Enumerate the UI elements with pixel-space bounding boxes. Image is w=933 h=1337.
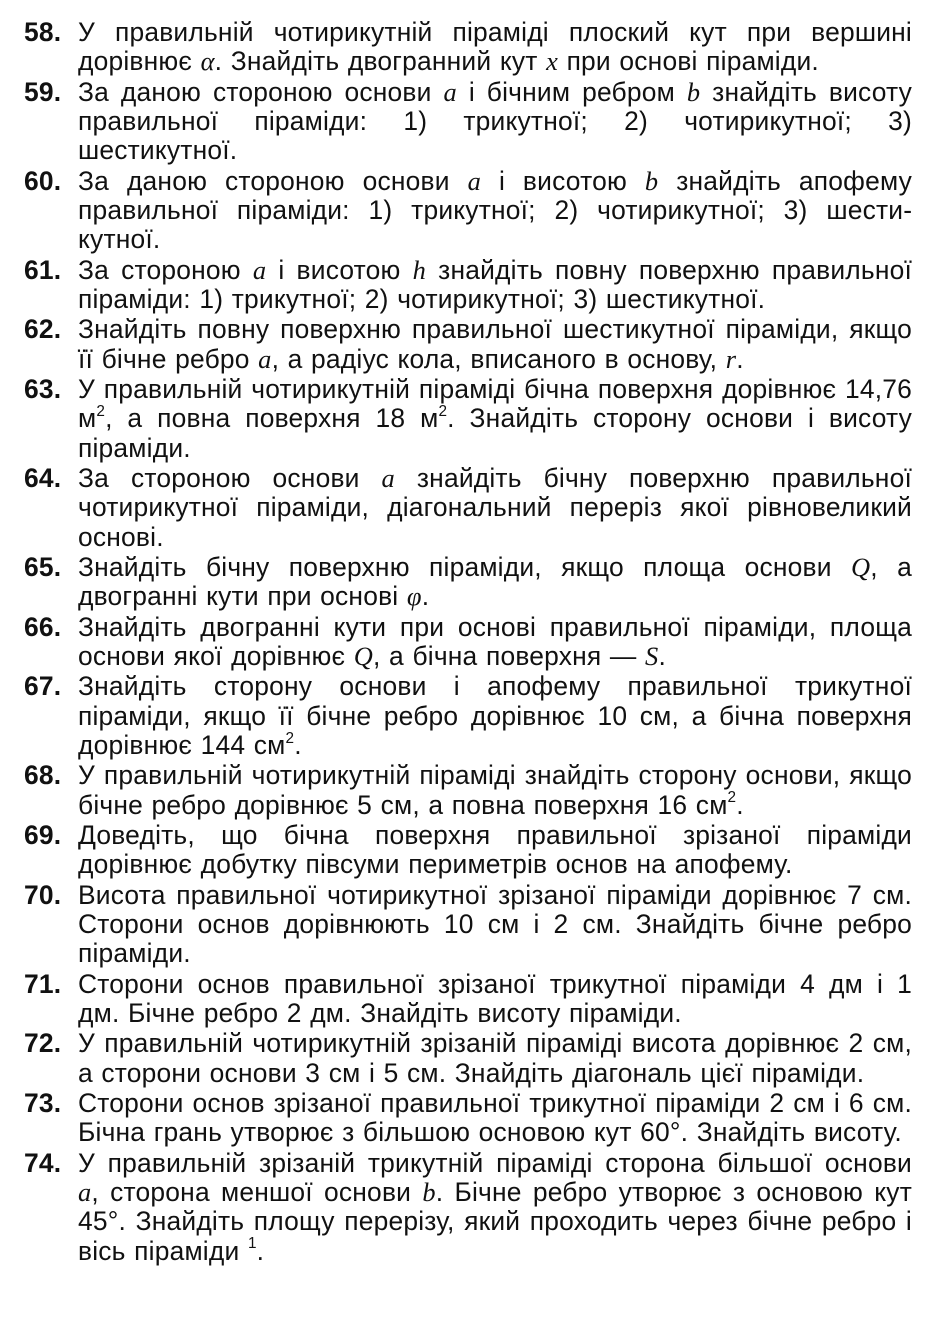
problem-number: 70. bbox=[24, 879, 62, 910]
problem-text: Знайдіть сторону основи і апофему правильної трикутної піраміди, якщо її бічне ребро дорівнює 10 см, а бічна поверхня дорівнює 144 $см^2$. bbox=[78, 671, 912, 760]
problem-58 bbox=[24, 18, 912, 77]
problem-number: 68. bbox=[24, 760, 62, 791]
problem-number: 59. bbox=[24, 76, 62, 107]
problem-text: У правильній чотирикутній піраміді знайдіть сторону основи, якщо бічне ребро дорівнює 5 см, а повна поверхня 16 $см^2$. bbox=[78, 760, 912, 820]
problem-60 bbox=[24, 167, 912, 255]
problem-number: 73. bbox=[24, 1088, 62, 1119]
problem-text: Знайдіть бічну поверхню піраміди, якщо площа основи Q, а двогранні кути при основі φ. bbox=[78, 552, 912, 612]
problem-number: 65. bbox=[24, 552, 62, 582]
problem-number: 71. bbox=[24, 968, 62, 999]
problem-text: У правильній чотирикутній зрізаній піраміді висота дорівнює 2 см, а сторони основи 3 см і 5 см. Знайдіть діагональ цієї піраміди. bbox=[78, 1028, 912, 1088]
problem-number: 66. bbox=[24, 611, 62, 642]
problem-68 bbox=[24, 761, 912, 820]
problem-text: Знайдіть повну поверхню правильної шестикутної піраміди, якщо її бічне ребро a, а радіус кола, вписаного в основу, r. bbox=[78, 314, 912, 374]
problem-text: За даною стороною основи a і бічним ребром b знайдіть висоту правильної піраміди: 1) трикутної; 2) чотирикутної; 3) шестикутної. bbox=[78, 76, 913, 166]
problem-text: Знайдіть двогранні кути при основі правильної піраміди, площа основи якої дорівнює Q, а бічна поверхня — S. bbox=[78, 611, 912, 671]
problem-text: Висота правильної чотирикутної зрізаної піраміди дорівнює 7 см. Сторони основ дорівнюють 10 см і 2 см. Знайдіть бічне ребро піраміди. bbox=[78, 879, 912, 969]
problem-69 bbox=[24, 821, 912, 880]
problem-text: Доведіть, що бічна поверхня правильної зрізаної піраміди дорівнює добутку півсуми периметрів основ на апофему. bbox=[78, 820, 912, 880]
problem-text: Сторони основ зрізаної правильної трикутної піраміди 2 см і 6 см. Бічна грань утворює з більшою основою кут 60°. Знайдіть висоту. bbox=[78, 1088, 912, 1148]
problem-text: У правильній зрізаній трикутній піраміді сторона більшої основи a, сторона меншої основи b. Бічне ребро утворює з основою кут 45°. Знайдіть площу перерізу, який проходить через бічне ребро і вісь піраміди $^1$. bbox=[78, 1147, 912, 1266]
problem-number: 69. bbox=[24, 820, 62, 851]
problem-65 bbox=[24, 553, 912, 612]
problem-number: 62. bbox=[24, 314, 62, 345]
problem-63 bbox=[24, 375, 912, 463]
problem-text: За даною стороною основи a і висотою b знайдіть апофему правильної піраміди: 1) трикутної; 2) чотирикутної; 3) шестикутної. bbox=[78, 165, 912, 255]
problem-71 bbox=[24, 970, 912, 1029]
problem-73 bbox=[24, 1089, 912, 1148]
problem-66 bbox=[24, 613, 912, 672]
problem-64 bbox=[24, 464, 912, 552]
problem-59 bbox=[24, 78, 912, 166]
problem-number: 67. bbox=[24, 671, 62, 702]
problem-number: 63. bbox=[24, 374, 62, 405]
problem-61 bbox=[24, 256, 912, 315]
problem-text: У правильній чотирикутній піраміді бічна поверхня дорівнює 14,76 $м^2$, а повна поверхня 18 $м^2$. Знайдіть сторону основи і висоту піраміди. bbox=[78, 374, 912, 463]
problem-text: Сторони основ правильної зрізаної трикутної піраміди 4 дм і 1 дм. Бічне ребро 2 дм. Знайдіть висоту піраміди. bbox=[78, 968, 912, 1029]
problem-74 bbox=[24, 1149, 912, 1266]
problem-62 bbox=[24, 315, 912, 374]
problem-number: 60. bbox=[24, 165, 62, 196]
problem-number: 64. bbox=[24, 463, 62, 494]
problem-number: 58. bbox=[24, 17, 62, 47]
problem-text: У правильній чотирикутній піраміді плоский кут при вершині дорівнює α. Знайдіть двогранний кут x при основі піраміди. bbox=[78, 17, 912, 77]
problem-72 bbox=[24, 1029, 912, 1088]
problem-70 bbox=[24, 881, 912, 969]
problem-number: 74. bbox=[24, 1147, 62, 1178]
problem-text: За стороною основи a знайдіть бічну поверхню правильної чотирикутної піраміди, діагональний переріз якої рівновеликий основі. bbox=[78, 463, 912, 552]
problem-number: 72. bbox=[24, 1028, 62, 1059]
problem-number: 61. bbox=[24, 254, 62, 285]
problem-67 bbox=[24, 672, 912, 760]
problem-list bbox=[24, 18, 912, 1267]
problem-text: За стороною a і висотою h знайдіть повну поверхню правильної піраміди: 1) трикутної; 2) чотирикутної; 3) шестикутної. bbox=[78, 254, 913, 314]
